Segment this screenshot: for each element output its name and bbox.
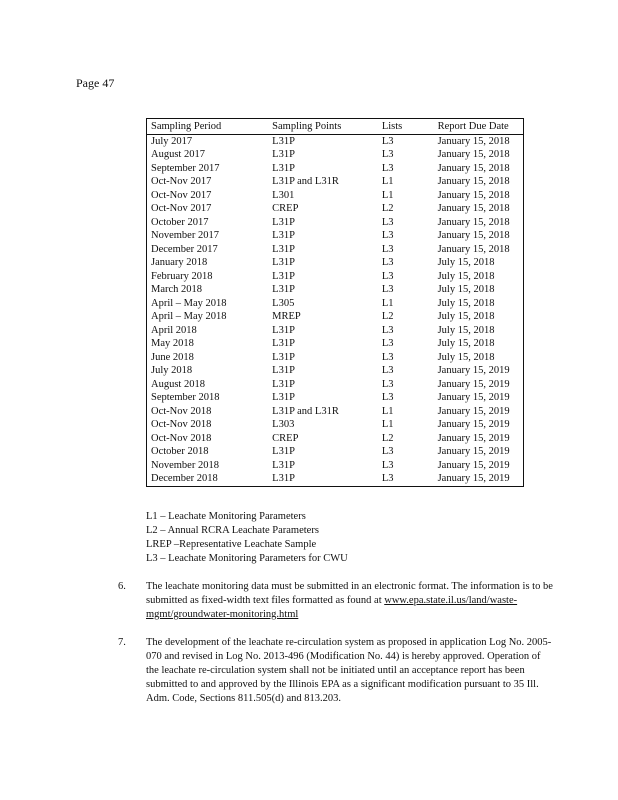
table-cell: March 2018	[151, 284, 203, 295]
table-cell: January 15, 2018	[437, 216, 510, 228]
table-row	[147, 351, 524, 365]
table-cell: July 15, 2018	[437, 311, 495, 322]
condition-6-text	[146, 580, 554, 622]
table-cell: L1	[381, 419, 394, 430]
table-cell: April – May 2018	[151, 311, 227, 322]
table-cell: January 15, 2019	[437, 432, 510, 444]
table-cell: July 15, 2018	[437, 338, 495, 349]
condition-7-text	[146, 636, 554, 706]
table-cell: L31P	[272, 459, 295, 471]
table-cell: July 15, 2018	[437, 324, 495, 336]
table-cell: L3	[381, 351, 394, 363]
table-row	[147, 459, 524, 473]
table-cell: July 15, 2018	[437, 270, 495, 282]
table-row	[147, 391, 524, 405]
table-cell: January 15, 2018	[437, 162, 510, 174]
table-cell: L3	[381, 162, 394, 174]
table-cell: September 2018	[151, 392, 220, 403]
table-cell: L3	[381, 378, 394, 390]
table-cell: CREP	[272, 203, 299, 214]
table-row	[147, 216, 524, 230]
table-row	[147, 310, 524, 324]
table-row	[147, 432, 524, 446]
table-cell: July 2017	[151, 135, 193, 147]
table-cell: L3	[378, 472, 434, 486]
table-row	[147, 364, 524, 378]
table-row	[147, 148, 524, 162]
table-cell: L3	[381, 338, 394, 349]
table-row	[147, 405, 524, 419]
table-cell: L3	[381, 230, 394, 241]
table-row	[147, 229, 524, 243]
table-cell: April 2018	[151, 324, 197, 336]
page-number: Page 47	[76, 76, 115, 90]
table-cell: L31P	[272, 135, 295, 147]
legend-item: LREP –Representative Leachate Sample	[146, 539, 317, 550]
table-cell: L31P	[272, 270, 295, 282]
table-cell: December 2018	[147, 472, 269, 486]
table-cell: L3	[381, 392, 394, 403]
table-cell: April – May 2018	[151, 297, 227, 309]
table-cell: January 15, 2018	[437, 189, 510, 201]
table-cell: L2	[381, 432, 394, 444]
table-cell: L31P and L31R	[272, 176, 339, 187]
table-cell: L3	[381, 270, 394, 282]
header-sampling-period: Sampling Period	[147, 119, 269, 135]
table-row	[147, 324, 524, 338]
table-cell: Oct-Nov 2017	[151, 203, 212, 214]
table-cell: L3	[381, 459, 394, 471]
table-cell: L31P	[268, 472, 378, 486]
table-cell: L31P	[272, 392, 295, 403]
table-row	[147, 472, 524, 486]
table-cell: Oct-Nov 2018	[151, 432, 212, 444]
table-cell: January 15, 2018	[437, 176, 510, 187]
table-row	[147, 297, 524, 311]
table-cell: October 2017	[151, 216, 209, 228]
table-cell: L3	[381, 243, 394, 255]
header-lists: Lists	[378, 119, 434, 135]
table-cell: July 15, 2018	[437, 351, 495, 363]
table-cell: October 2018	[151, 446, 209, 457]
table-cell: L31P	[272, 338, 295, 349]
table-cell: MREP	[272, 311, 301, 322]
header-sampling-points: Sampling Points	[268, 119, 378, 135]
table-cell: January 15, 2018	[437, 230, 510, 241]
table-cell: L301	[272, 189, 295, 201]
condition-7-body: The development of the leachate re-circulation system as proposed in application Log No. 2005-070 and revised in Log No. 2013-496 (Modification No. 44) is hereby approved. Operation of the leachate re-circulation system shall not be initiated until an acceptance report has been submitted to and approved by the Illinois EPA as a significant modification pursuant to 35 Ill. Adm. Code, Sections 811.505(d) and 813.203.	[146, 637, 552, 704]
table-cell: L31P	[272, 257, 295, 268]
table-row	[147, 134, 524, 148]
table-cell: L31P	[272, 284, 295, 295]
table-row	[147, 175, 524, 189]
monitoring-format-link[interactable]: www.epa.state.il.us/land/waste-mgmt/groundwater-monitoring.html	[146, 595, 518, 620]
table-cell: June 2018	[151, 351, 194, 363]
table-cell: L31P and L31R	[272, 405, 339, 417]
table-cell: L31P	[272, 378, 295, 390]
table-cell: L1	[381, 176, 394, 187]
table-cell: January 15, 2019	[437, 392, 510, 403]
table-cell: September 2017	[151, 162, 220, 174]
table-cell: January 15, 2018	[437, 243, 510, 255]
table-cell: L31P	[272, 351, 295, 363]
table-cell: L31P	[272, 230, 295, 241]
header-report-due-date: Report Due Date	[434, 119, 524, 135]
table-cell: L3	[381, 446, 394, 457]
table-cell: December 2017	[151, 243, 218, 255]
table-cell: L31P	[272, 216, 295, 228]
table-cell: January 2018	[151, 257, 208, 268]
table-cell: L2	[381, 311, 394, 322]
table-cell: January 15, 2019	[437, 378, 510, 390]
table-cell: January 15, 2019	[437, 365, 510, 376]
table-cell: January 15, 2019	[437, 446, 510, 457]
table-cell: L31P	[272, 365, 295, 376]
table-cell: July 15, 2018	[437, 297, 495, 309]
table-cell: January 15, 2019	[434, 472, 524, 486]
table-row	[147, 202, 524, 216]
table-cell: February 2018	[151, 270, 213, 282]
table-cell: L31P	[272, 243, 295, 255]
table-cell: L3	[381, 216, 394, 228]
condition-6-body: The leachate monitoring data must be submitted in an electronic format. The information is to be submitted as fixed-width text files formatted as found at	[146, 581, 553, 606]
table-row	[147, 283, 524, 297]
table-cell: L305	[272, 297, 295, 309]
legend-item: L2 – Annual RCRA Leachate Parameters	[146, 525, 319, 536]
table-cell: L3	[381, 365, 394, 376]
table-row	[147, 243, 524, 257]
table-cell: January 15, 2018	[437, 203, 510, 214]
table-cell: L1	[381, 297, 394, 309]
table-cell: CREP	[272, 432, 299, 444]
table-row	[147, 445, 524, 459]
table-cell: January 15, 2018	[437, 149, 510, 160]
table-cell: November 2018	[151, 459, 219, 471]
table-cell: L303	[272, 419, 295, 430]
table-cell: July 15, 2018	[437, 284, 495, 295]
table-body	[147, 134, 524, 486]
table-row	[147, 189, 524, 203]
legend-item: L1 – Leachate Monitoring Parameters	[146, 511, 306, 522]
table-cell: Oct-Nov 2017	[151, 176, 212, 187]
table-cell: January 15, 2018	[437, 135, 510, 147]
table-cell: January 15, 2019	[437, 405, 510, 417]
table-cell: L31P	[272, 162, 295, 174]
condition-6-number: 6.	[118, 581, 126, 592]
table-header-row	[147, 119, 524, 135]
table-cell: August 2018	[151, 378, 205, 390]
table-cell: L31P	[272, 324, 295, 336]
table-cell: January 15, 2019	[437, 459, 510, 471]
table-cell: July 15, 2018	[437, 257, 495, 268]
table-cell: L31P	[272, 446, 295, 457]
table-row	[147, 378, 524, 392]
condition-7-number: 7.	[118, 637, 126, 648]
table-cell: L3	[381, 135, 394, 147]
table-cell: L3	[381, 324, 394, 336]
table-cell: Oct-Nov 2018	[151, 419, 212, 430]
table-cell: L31P	[272, 149, 295, 160]
table-row	[147, 270, 524, 284]
table-cell: L1	[381, 189, 394, 201]
table-cell: Oct-Nov 2017	[151, 189, 212, 201]
table-cell: L3	[381, 149, 394, 160]
table-cell: L3	[381, 257, 394, 268]
table-row	[147, 162, 524, 176]
table-cell: Oct-Nov 2018	[151, 405, 212, 417]
table-cell: July 2018	[151, 365, 193, 376]
table-cell: L1	[381, 405, 394, 417]
list-legend	[146, 510, 348, 566]
table-cell: May 2018	[151, 338, 194, 349]
table-cell: November 2017	[151, 230, 219, 241]
table-cell: L3	[381, 284, 394, 295]
table-row	[147, 337, 524, 351]
legend-item: L3 – Leachate Monitoring Parameters for CWU	[146, 553, 348, 564]
table-cell: August 2017	[151, 149, 205, 160]
sampling-schedule-table	[146, 118, 524, 487]
table-row	[147, 256, 524, 270]
table-cell: January 15, 2019	[437, 419, 510, 430]
table-cell: L2	[381, 203, 394, 214]
table-row	[147, 418, 524, 432]
